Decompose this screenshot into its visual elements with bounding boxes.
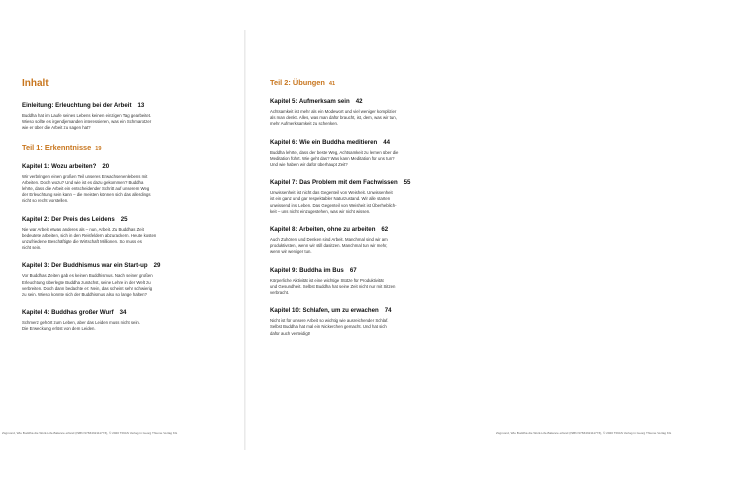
entry-title: Kapitel 5: Aufmerksam sein — [270, 98, 350, 105]
entry-page-number: 42 — [355, 98, 363, 105]
toc-entry-chapter-4[interactable] — [22, 309, 217, 332]
entry-page-number: 55 — [403, 179, 411, 187]
entry-title: Kapitel 7: Das Problem mit dem Fachwissen — [270, 179, 398, 187]
entry-page-number: 34 — [119, 309, 127, 317]
entry-title: Kapitel 6: Wie ein Buddha meditieren — [270, 138, 378, 146]
toc-entry-chapter-6[interactable] — [270, 139, 465, 169]
part-page-number: 41 — [328, 81, 336, 87]
entry-description: Körperliche Aktivität ist eine wichtige Stütze für Produktivität und Gesundheit. Selbst Buddha hat seine Zeit nicht nur mit Sitzen verbracht. — [270, 277, 396, 296]
entry-description: Achtsamkeit ist mehr als ein Modewort und viel weniger komplizier als man denkt. Alles, was man dafür braucht, ist, dem, was wir tun, mehr Aufmerksamkeit zu schenken. — [270, 109, 397, 127]
entry-description: Nicht ist für unsere Arbeit so wichtig wie ausreichender Schlaf. Selbst Buddha hat mal ein Nickerchen gemacht. Und hat sich dafür auch verteidigt! — [270, 318, 389, 336]
entry-description: Wir verbringen einen großen Teil unseres Erwachsenenlebens mit Arbeiten. Doch wozu? Und wie ist es dazu gekommen? Buddha lehrte, dass die Arbeit ein entscheidender Schritt auf unserem Weg der Erleuchtung sein kann – die meisten können sich das allerdings nicht so recht vorstellen. — [22, 173, 151, 204]
entry-title: Kapitel 2: Der Preis des Leidens — [22, 215, 115, 223]
entry-title: Kapitel 4: Buddhas großer Wurf — [22, 309, 114, 317]
toc-entry-chapter-1[interactable] — [22, 163, 217, 205]
part-heading[interactable]: Teil 1: Erkenntnisse 19 — [22, 142, 102, 152]
entry-page-number: 67 — [349, 266, 357, 274]
entry-description: Auch Zuhören und Denken sind Arbeit. Manchmal sind wir am produktivsten, wenn wir still dasitzen. Manchmal tun wir mehr, wenn wir weniger tun. — [270, 237, 388, 255]
entry-title: Kapitel 1: Wozu arbeiten? — [22, 162, 97, 170]
toc-right — [270, 78, 465, 348]
part-heading[interactable]: Teil 2: Übungen 41 — [270, 78, 336, 87]
entry-description: Schmerz gehört zum Leben, aber das Leiden muss nicht sein. Die Erweckung erlöst von dem Leiden. — [22, 320, 140, 332]
toc-entry-chapter-2[interactable] — [22, 216, 217, 252]
entry-description: Unwissenheit ist nicht das Gegenteil von Weisheit. Unwissenheit ist ein ganz und gar respektabler Naturzustand. Wir alle starten unwissend ins Leben. Das Gegenteil von Weisheit ist Überheblich- keit – uns nicht einzugestehen, was wir nicht wissen. — [270, 190, 397, 214]
entry-description: Buddha hat im Laufe seines Lebens keinen einzigen Tag gearbeitet. Wieso sollte es irgendjemanden interessieren, was ein Schmarotzer wie er über die Arbeit zu sagen hat? — [22, 113, 152, 131]
toc-entry-chapter-5[interactable] — [270, 98, 465, 128]
entry-title: Einleitung: Erleuchtung bei der Arbeit — [22, 102, 132, 109]
toc-entry-chapter-9[interactable] — [270, 267, 465, 297]
entry-title: Kapitel 3: Der Buddhismus war ein Start-up — [22, 262, 148, 270]
toc-entry-intro[interactable] — [22, 102, 217, 132]
page-title: Inhalt — [22, 78, 49, 89]
copyright-footer: Zsgmond, Wie Buddha die Work-Life-Balance erfand (ISBN 9783432111773), © 2020 TRIAS Verlag in Georg Thieme Verlag KG — [2, 431, 178, 435]
entry-page-number: 25 — [120, 215, 128, 223]
entry-description: Buddha lehrte, dass der beste Weg, Achtsamkeit zu lernen über die Meditation führt. Wie geht das? Was kann Meditation für uns tun? Und wie haben wir dafür überhaupt Zeit? — [270, 149, 399, 168]
toc-left — [22, 78, 217, 344]
entry-page-number: 29 — [153, 262, 161, 270]
entry-page-number: 62 — [381, 226, 389, 234]
entry-description: Vor Buddhas Zeiten gab es keinen Buddhismus. Nach seiner großen Erleuchtung überlegte Buddha zunächst, seine Lehre in der Welt zu verbreiten. Doch dann bedachte er: Nein, das scheint sehr schwierig zu sein. Wieso konnte sich der Buddhismus also so lange halten? — [22, 273, 153, 298]
toc-entry-chapter-3[interactable] — [22, 262, 217, 298]
entry-description: Nie war Arbeit etwas anderes als – nun, Arbeit. Zu Buddhas Zeit bedeutete arbeiten, sich in den Reisfeldern abzurackern. Heute kosten unzufriedene Beschäftigte die Wirtschaft Millionen. So muss es nicht sein. — [22, 226, 157, 251]
right-page — [246, 0, 672, 490]
copyright-footer: Zsgmond, Wie Buddha die Work-Life-Balance erfand (ISBN 9783432111773), © 2020 TRIAS Verlag in Georg Thieme Verlag KG — [496, 431, 672, 435]
entry-page-number: 74 — [384, 307, 392, 315]
left-page — [0, 0, 244, 490]
entry-title: Kapitel 9: Buddha im Bus — [270, 266, 344, 274]
entry-title: Kapitel 8: Arbeiten, ohne zu arbeiten — [270, 226, 376, 234]
entry-title: Kapitel 10: Schlafen, um zu erwachen — [270, 307, 379, 315]
toc-entry-chapter-7[interactable] — [270, 179, 465, 215]
toc-entry-chapter-8[interactable] — [270, 226, 465, 256]
entry-page-number: 13 — [137, 102, 145, 109]
entry-page-number: 20 — [102, 162, 110, 170]
part-page-number: 19 — [95, 145, 102, 152]
toc-entry-chapter-10[interactable] — [270, 307, 465, 337]
entry-page-number: 44 — [383, 138, 391, 146]
